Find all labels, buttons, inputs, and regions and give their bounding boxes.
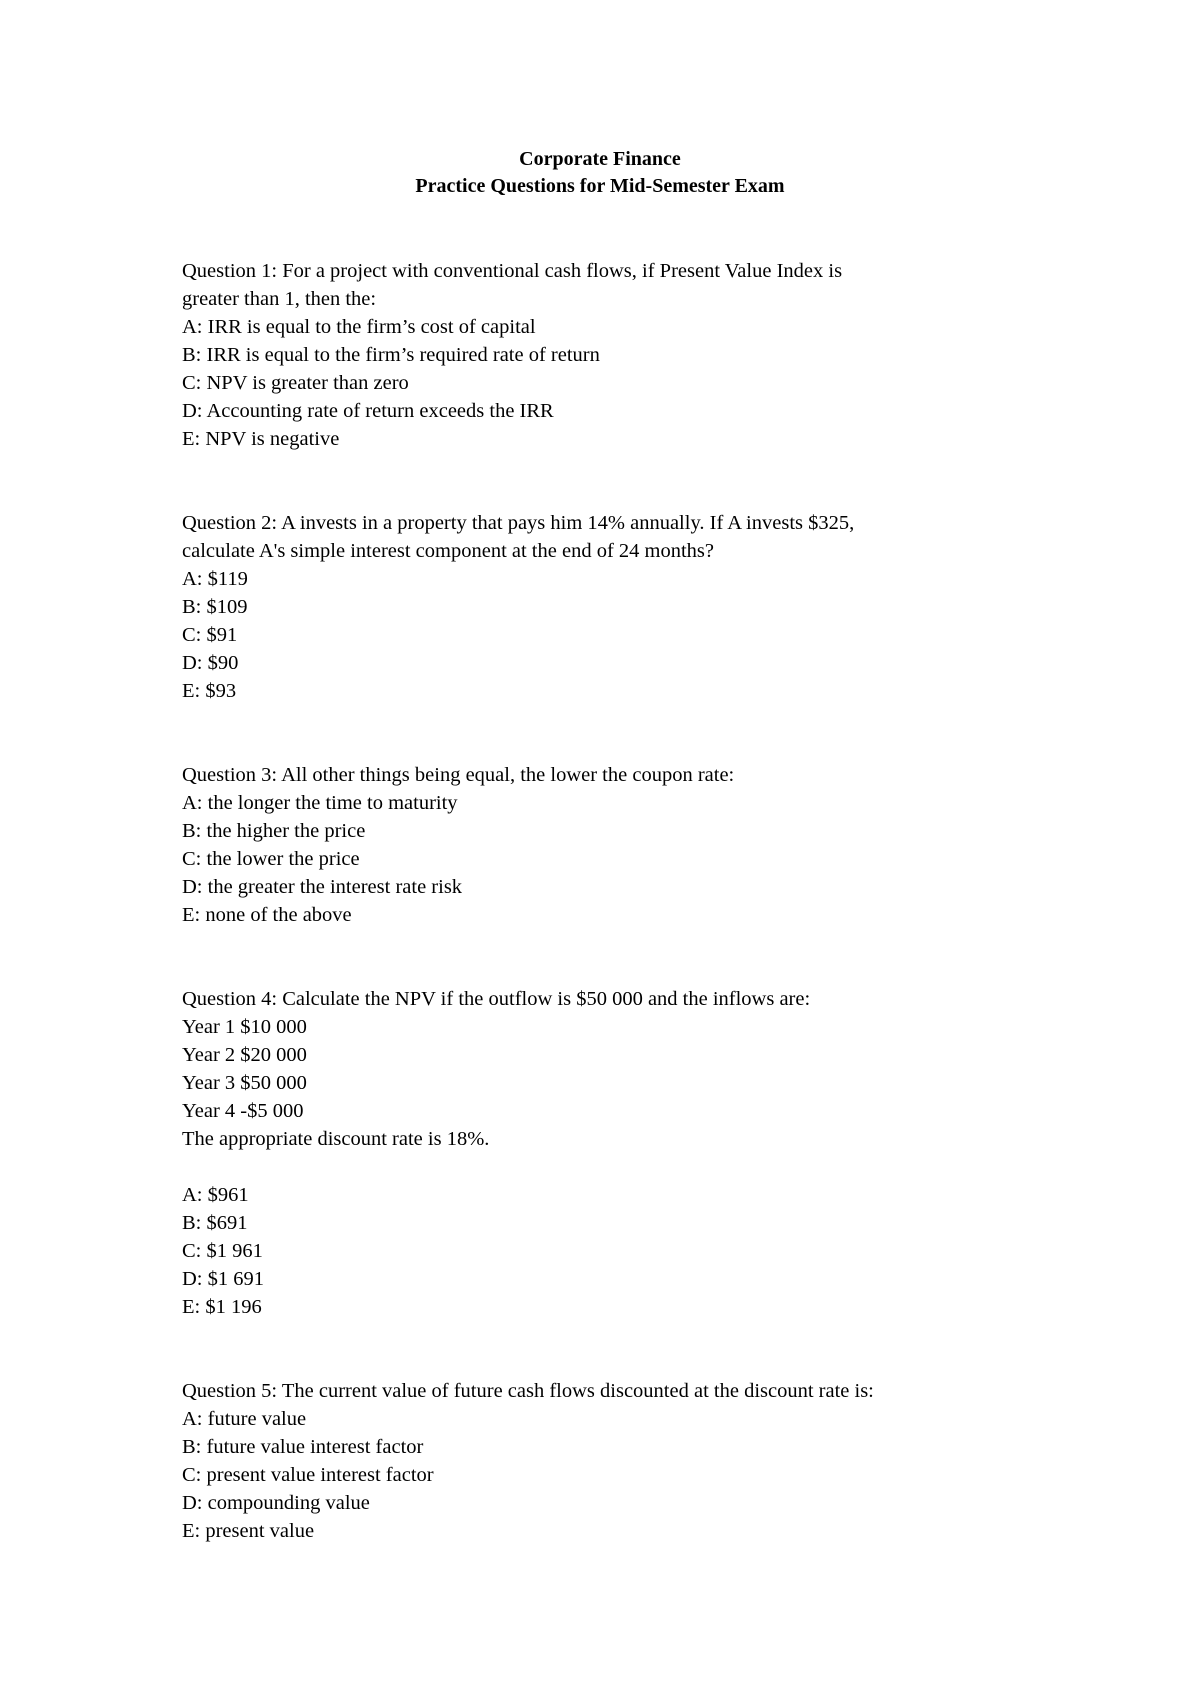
question-1-text-line: Question 1: For a project with conventional cash flows, if Present Value Index is: [182, 260, 843, 282]
question-4-discount-rate-note: The appropriate discount rate is 18%.: [182, 1128, 490, 1150]
question-spacer: [182, 929, 1022, 985]
question-2-option-a: A: $119: [182, 568, 248, 590]
question-spacer: [182, 1321, 1022, 1377]
question-3-option-b: B: the higher the price: [182, 820, 366, 842]
question-3: [182, 761, 1022, 929]
title-block: [0, 146, 1200, 200]
question-3-option-c: C: the lower the price: [182, 848, 360, 870]
question-1-option-c: C: NPV is greater than zero: [182, 372, 409, 394]
question-1-option-a: A: IRR is equal to the firm’s cost of capital: [182, 316, 536, 338]
question-3-text-line: Question 3: All other things being equal, the lower the coupon rate:: [182, 764, 735, 786]
question-2-option-d: D: $90: [182, 652, 239, 674]
question-4-inflow-year-3: Year 3 $50 000: [182, 1072, 307, 1094]
question-1: [182, 257, 1022, 453]
question-5: [182, 1377, 1022, 1545]
question-4-inflow-year-4: Year 4 -$5 000: [182, 1100, 304, 1122]
question-5-option-e: E: present value: [182, 1520, 315, 1542]
question-2-option-b: B: $109: [182, 596, 248, 618]
question-3-option-d: D: the greater the interest rate risk: [182, 876, 463, 898]
question-5-option-b: B: future value interest factor: [182, 1436, 424, 1458]
question-4-inflow-year-1: Year 1 $10 000: [182, 1016, 307, 1038]
questions-list: [182, 257, 1022, 1545]
question-4-text-line: Question 4: Calculate the NPV if the outflow is $50 000 and the inflows are:: [182, 988, 811, 1010]
question-3-option-e: E: none of the above: [182, 904, 352, 926]
question-spacer: [182, 705, 1022, 761]
question-4-option-e: E: $1 196: [182, 1296, 262, 1318]
question-5-option-c: C: present value interest factor: [182, 1464, 434, 1486]
question-5-text-line: Question 5: The current value of future cash flows discounted at the discount rate is:: [182, 1380, 874, 1402]
question-4-option-a: A: $961: [182, 1184, 249, 1206]
question-1-text-line: greater than 1, then the:: [182, 288, 377, 310]
question-4: [182, 985, 1022, 1321]
question-5-option-d: D: compounding value: [182, 1492, 370, 1514]
question-4-option-d: D: $1 691: [182, 1268, 264, 1290]
question-2: [182, 509, 1022, 705]
question-1-option-b: B: IRR is equal to the firm’s required rate of return: [182, 344, 600, 366]
document-subtitle: Practice Questions for Mid-Semester Exam: [415, 175, 785, 197]
document-title: Corporate Finance: [519, 148, 681, 170]
question-4-inflow-year-2: Year 2 $20 000: [182, 1044, 307, 1066]
question-2-text-line: Question 2: A invests in a property that pays him 14% annually. If A invests $325,: [182, 512, 855, 534]
question-5-option-a: A: future value: [182, 1408, 307, 1430]
question-spacer: [182, 453, 1022, 509]
question-4-option-c: C: $1 961: [182, 1240, 263, 1262]
question-2-option-e: E: $93: [182, 680, 237, 702]
question-3-option-a: A: the longer the time to maturity: [182, 792, 458, 814]
question-4-inner-spacer: [182, 1153, 1022, 1181]
question-1-option-d: D: Accounting rate of return exceeds the IRR: [182, 400, 554, 422]
question-2-option-c: C: $91: [182, 624, 238, 646]
question-1-option-e: E: NPV is negative: [182, 428, 340, 450]
question-2-text-line: calculate A's simple interest component at the end of 24 months?: [182, 540, 714, 562]
question-4-option-b: B: $691: [182, 1212, 248, 1234]
